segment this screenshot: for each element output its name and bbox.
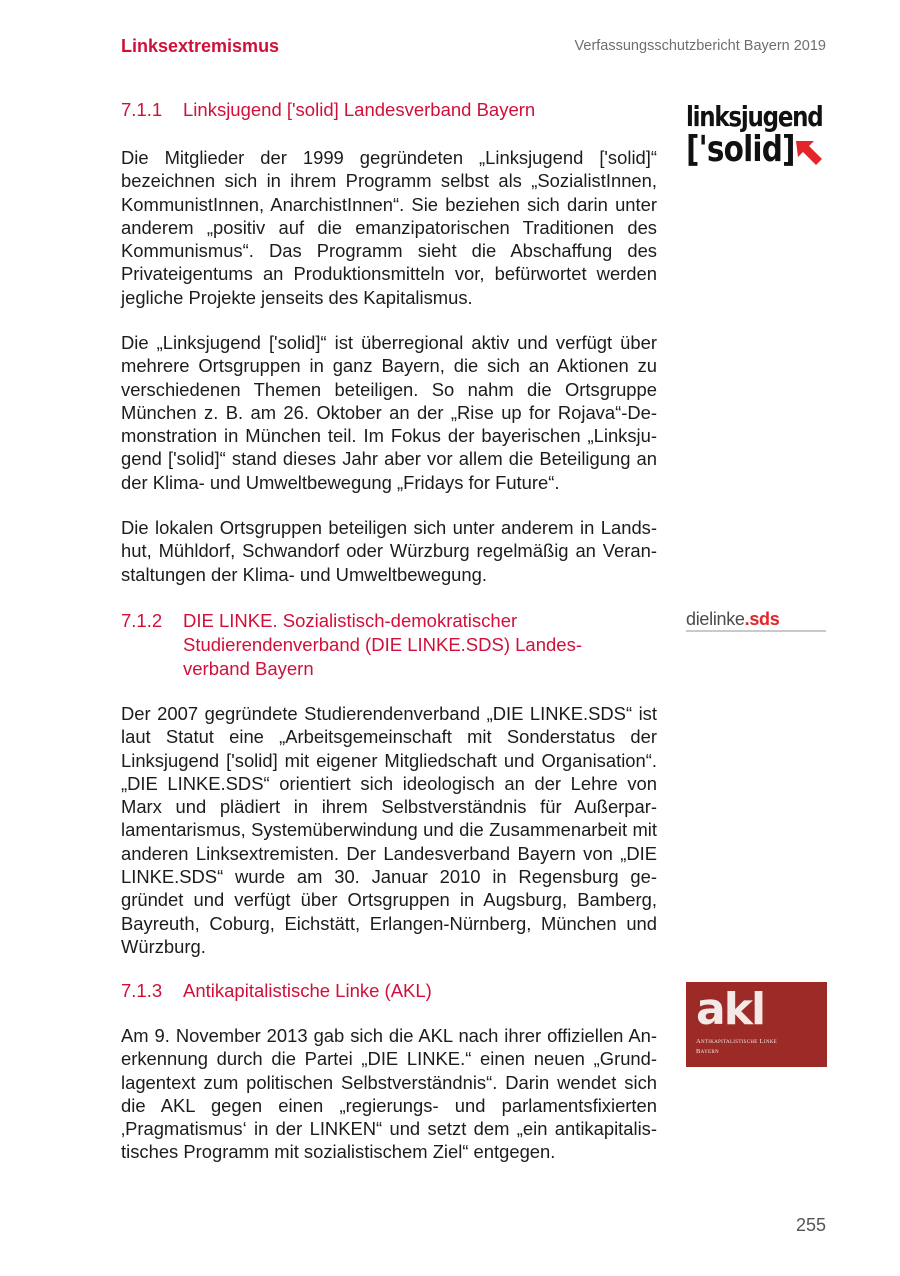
paragraph: Am 9. November 2013 gab sich die AKL nach ihrer offiziellen Anerkennung durch die Partei „DIE LINKE.“ einen neuen „Grundlagentext zum politischen Selbstverständnis“. Darin wendet sich die AKL gegen einen „regierungs- und parlamentsfixierten ‚Pragmatismus‘ in der LINKEN“ und setzt dem „ein antikapitalistisches Programm mit sozialistischem Ziel“ entgegen. [121, 1025, 657, 1163]
section-heading-7-1-2 [121, 609, 641, 681]
section-title: DIE LINKE. Sozialistisch-demokratischer Studierendenverband (DIE LINKE.SDS) Landesverband Bayern [183, 610, 583, 679]
logo-text-line2: ['solid] [686, 129, 795, 170]
section-number: 7.1.3 [121, 980, 163, 1001]
red-arrow-icon [794, 137, 824, 167]
section-heading-7-1-1 [121, 98, 661, 122]
logo-text-line1: Antikapitalistische Linke [696, 1038, 777, 1045]
paragraph: Die Mitglieder der 1999 gegründeten „Linksjugend ['solid]“ bezeichnen sich in ihrem Programm selbst als „SozialistInnen, KommunistInnen, AnarchistInnen“. Sie beziehen sich darin unter anderem „positiv auf die emanzipatorischen Traditionen des Kommunismus“. Das Programm sieht die Abschaffung des Privateigentums an Produktionsmitteln vor, befürwortet werden jegliche Projekte jenseits des Kapitalismus. [121, 147, 657, 308]
paragraph: Die „Linksjugend ['solid]“ ist überregional aktiv und verfügt über mehrere Ortsgruppen in ganz Bayern, die sich an Aktionen zu verschiedenen Themen beteiligen. So nahm die Ortsgruppe München z. B. am 26. Oktober an der „Rise up for Rojava“-Demonstration in München teil. Im Fokus der bayerischen „Linksjugend ['solid]“ stand dieses Jahr aber vor allem die Beteiligung an der Klima- und Umweltbewegung „Fridays for Future“. [121, 332, 657, 493]
running-header-publication: Verfassungsschutzbericht Bayern 2019 [574, 38, 826, 54]
logo-text-sds: .sds [744, 609, 780, 629]
page-number: 255 [795, 1215, 826, 1235]
logo-text-akl: akl [696, 984, 765, 1035]
logo-tagline [686, 630, 826, 632]
dielinke-sds-logo-icon [686, 610, 828, 632]
section-heading-7-1-3 [121, 979, 661, 1003]
logo-text-dielinke: dielinke [686, 609, 745, 629]
section-title: Antikapitalistische Linke (AKL) [183, 980, 432, 1001]
section-number: 7.1.1 [121, 99, 163, 120]
logo-text-line1: linksjugend [686, 100, 823, 133]
running-header-chapter: Linksextremismus [121, 36, 280, 56]
section-title: Linksjugend ['solid] Landesverband Bayern [183, 99, 536, 120]
akl-logo-icon [686, 982, 827, 1067]
paragraph: Die lokalen Ortsgruppen beteiligen sich unter anderem in Landshut, Mühldorf, Schwandorf oder Würzburg regelmäßig an Veranstaltungen der Klima- und Umweltbewegung. [121, 517, 657, 585]
paragraph: Der 2007 gegründete Studierendenverband „DIE LINKE.SDS“ ist laut Statut eine „Arbeitsgemeinschaft mit Sonderstatus der Linksjugend ['solid] mit eigener Mitgliedschaft und Organisation“. „DIE LINKE.SDS“ orientiert sich ideologisch an der Lehre von Marx und plädiert in ihrem Selbstverständnis für Außerparlamentarismus, Systemüberwindung und die Zusammenarbeit mit anderen Linksextremisten. Der Landesverband Bayern von „DIE LINKE.SDS“ wurde am 30. Januar 2010 in Regensburg gegründet und verfügt über Ortsgruppen in Augsburg, Bamberg, Bayreuth, Coburg, Eichstätt, Erlangen-Nürnberg, München und Würzburg. [121, 703, 657, 957]
logo-text-line2: Bayern [696, 1048, 719, 1055]
linksjugend-solid-logo-icon [686, 102, 828, 172]
section-number: 7.1.2 [121, 610, 163, 631]
